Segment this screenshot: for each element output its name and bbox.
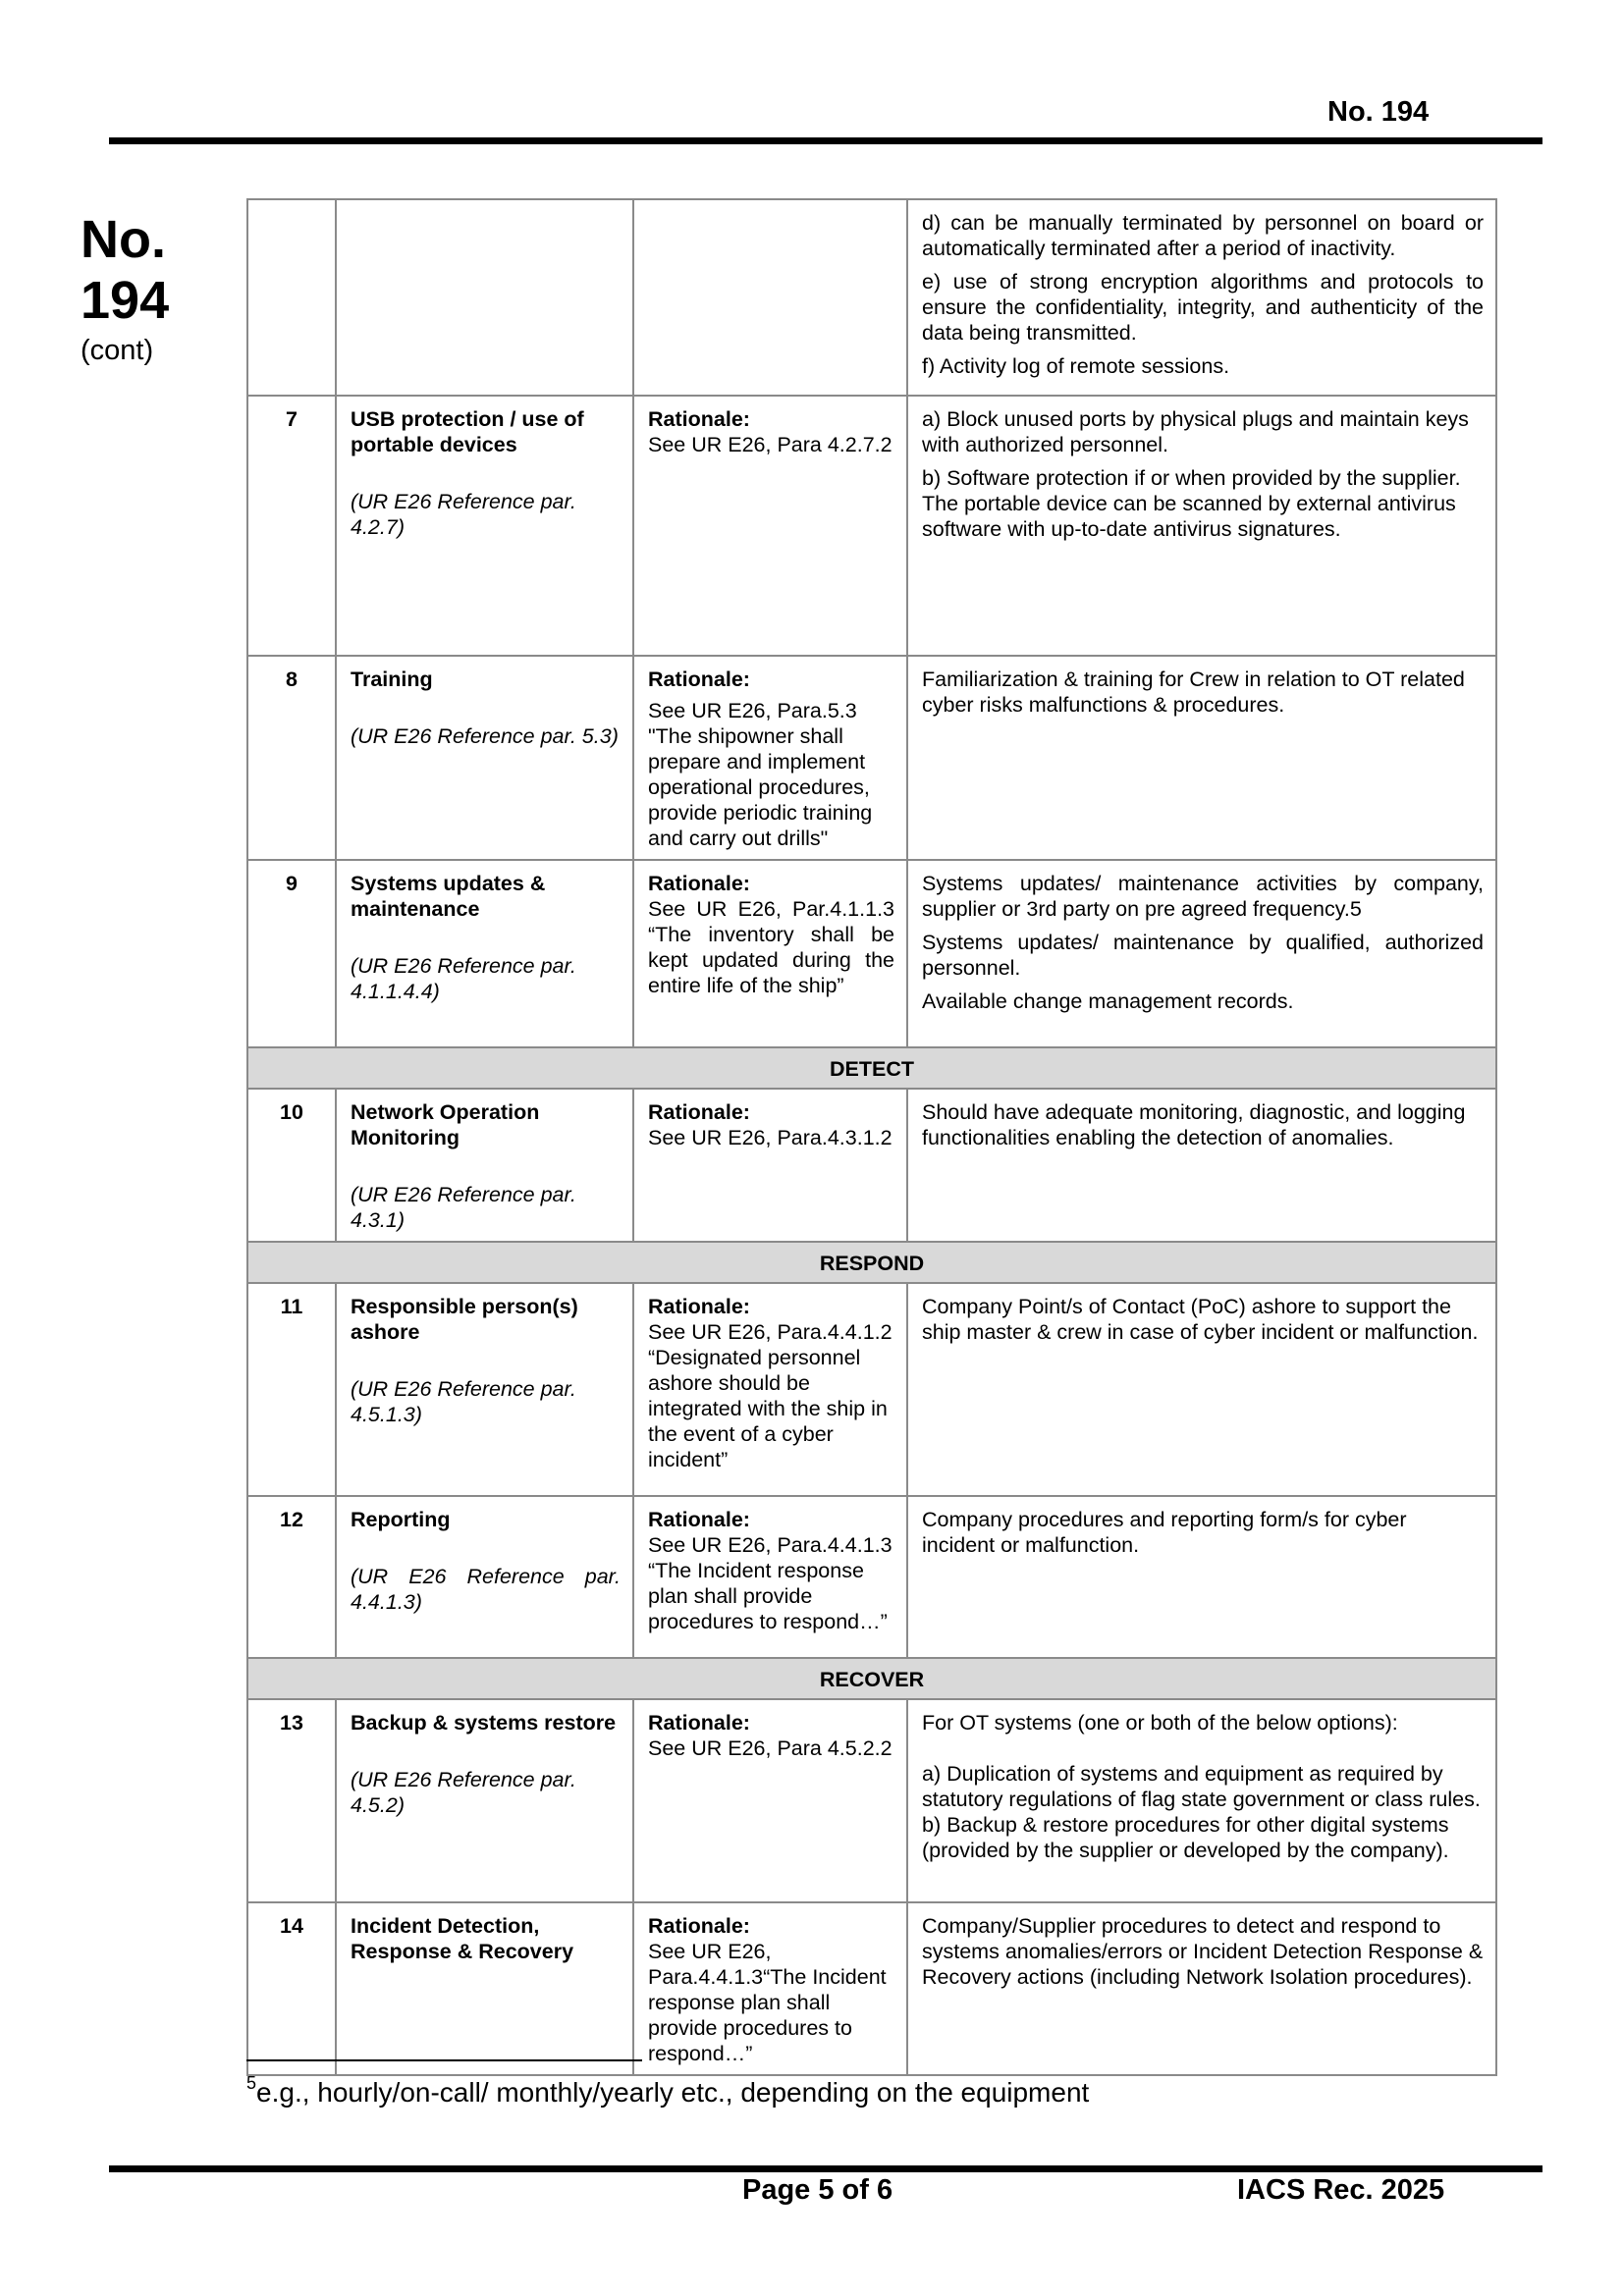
requirement-item: Systems updates/ maintenance activities by company, supplier or 3rd party on pre agreed frequency.5 [922,872,1484,921]
rationale-text: See UR E26, Para.4.4.1.3 “The Incident response plan shall provide procedures to respond…” [648,1533,893,1633]
row-number: 14 [247,1902,336,2075]
table-row [247,1283,1496,1496]
requirements-cell [907,1089,1496,1242]
rationale-cell [633,396,907,656]
control-title: Systems updates & maintenance [351,872,546,921]
row-number: 7 [247,396,336,656]
rationale-cell [633,1283,907,1496]
requirements-cell [907,656,1496,860]
footnote-mark: 5 [246,2073,257,2093]
requirement-item: a) Block unused ports by physical plugs and maintain keys with authorized personnel. [922,407,1469,456]
rationale-label: Rationale: [648,1508,750,1531]
requirement-item: b) Backup & restore procedures for other digital systems (provided by the supplier or developed by the company). [922,1813,1449,1862]
section-heading: RESPOND [247,1242,1496,1283]
side-no-value: 194 [81,271,170,330]
requirement-item: For OT systems (one or both of the below options): [922,1711,1398,1735]
rationale-text: See UR E26, Para.4.4.1.2 “Designated personnel ashore should be integrated with the ship in the event of a cyber incident” [648,1320,893,1471]
footnote-text: e.g., hourly/on-call/ monthly/yearly etc., depending on the equipment [256,2077,1090,2108]
control-title-cell [336,1496,633,1658]
rationale-label: Rationale: [648,1914,750,1938]
requirement-item: Company procedures and reporting form/s for cyber incident or malfunction. [922,1508,1407,1557]
requirements-cell [907,199,1496,396]
rationale-text: See UR E26, Par.4.1.1.3 “The inventory shall be kept updated during the entire life of the ship” [648,897,894,997]
table-row [247,656,1496,860]
row-number: 11 [247,1283,336,1496]
rationale-label: Rationale: [648,667,750,691]
control-title-cell [336,1699,633,1902]
control-reference: (UR E26 Reference par. 4.5.1.3) [351,1377,576,1426]
rationale-text: See UR E26, Para.5.3 "The shipowner shall prepare and implement operational procedures, provide periodic training and carry out drills" [648,699,873,850]
rationale-text: See UR E26, Para 4.2.7.2 [648,433,893,456]
side-no-label: No. [81,210,166,269]
control-reference: (UR E26 Reference par. 4.2.7) [351,490,576,539]
table-row [247,1699,1496,1902]
rationale-text: See UR E26, Para 4.5.2.2 [648,1736,893,1760]
requirement-item: Should have adequate monitoring, diagnostic, and logging functionalities enabling the detection of anomalies. [922,1100,1466,1149]
document-id: IACS Rec. 2025 [1237,2174,1445,2206]
table-row [247,1496,1496,1658]
control-title: Backup & systems restore [351,1711,617,1735]
control-title: Training [351,667,433,691]
control-title: Incident Detection, Response & Recovery [351,1914,574,1963]
requirements-table [246,198,1497,2076]
control-title-cell [336,396,633,656]
side-label [81,209,169,367]
row-number: 12 [247,1496,336,1658]
table-row [247,1902,1496,2075]
requirement-item: Familiarization & training for Crew in relation to OT related cyber risks malfunctions & procedures. [922,667,1465,717]
rationale-label: Rationale: [648,872,750,895]
requirements-cell [907,396,1496,656]
control-reference: (UR E26 Reference par. 4.4.1.3) [351,1565,621,1614]
control-title: Network Operation Monitoring [351,1100,540,1149]
footnote-rule [246,2059,642,2061]
control-reference: (UR E26 Reference par. 5.3) [351,724,619,748]
rationale-label: Rationale: [648,407,750,431]
control-title: USB protection / use of portable devices [351,407,584,456]
control-reference: (UR E26 Reference par. 4.5.2) [351,1768,576,1817]
control-title-cell [336,1902,633,2075]
requirements-cell [907,1902,1496,2075]
row-number: 10 [247,1089,336,1242]
requirement-item: b) Software protection if or when provided by the supplier. The portable device can be scanned by external antivirus software with up-to-date antivirus signatures. [922,466,1461,541]
requirement-item: d) can be manually terminated by personnel on board or automatically terminated after a period of inactivity. [922,211,1484,260]
control-title-cell [336,1089,633,1242]
control-title: Reporting [351,1508,451,1531]
section-heading: RECOVER [247,1658,1496,1699]
control-title-cell [336,656,633,860]
row-number: 13 [247,1699,336,1902]
control-reference: (UR E26 Reference par. 4.1.1.4.4) [351,954,576,1003]
rationale-text: See UR E26, Para.4.4.1.3“The Incident response plan shall provide procedures to respond…” [648,1940,887,2065]
row-number: 8 [247,656,336,860]
table-row [247,396,1496,656]
rationale-text: See UR E26, Para.4.3.1.2 [648,1126,893,1149]
requirement-item: Available change management records. [922,989,1294,1013]
footer-rule [109,2165,1542,2172]
page-number: Page 5 of 6 [742,2174,893,2206]
requirement-item: f) Activity log of remote sessions. [922,354,1230,378]
requirements-cell [907,1699,1496,1902]
requirements-cell [907,1496,1496,1658]
rationale-cell [633,1699,907,1902]
table-row [247,860,1496,1047]
requirement-item: Company Point/s of Contact (PoC) ashore to support the ship master & crew in case of cyber incident or malfunction. [922,1295,1479,1344]
requirement-item: Company/Supplier procedures to detect and respond to systems anomalies/errors or Incident Detection Response & Recovery actions (including Network Isolation procedures). [922,1914,1484,1989]
control-title-cell [336,1283,633,1496]
rationale-cell [633,1902,907,2075]
control-reference: (UR E26 Reference par. 4.3.1) [351,1183,576,1232]
rationale-cell [633,1089,907,1242]
requirements-cell [907,1283,1496,1496]
requirement-item: a) Duplication of systems and equipment as required by statutory regulations of flag state government or class rules. [922,1762,1481,1811]
rationale-label: Rationale: [648,1295,750,1318]
section-row-detect [247,1047,1496,1089]
row-number: 9 [247,860,336,1047]
rationale-label: Rationale: [648,1711,750,1735]
requirements-cell [907,860,1496,1047]
side-cont: (cont) [81,335,154,366]
section-row-respond [247,1242,1496,1283]
header-doc-number: No. 194 [1327,96,1430,128]
table-row [247,199,1496,396]
requirement-item: e) use of strong encryption algorithms and protocols to ensure the confidentiality, integrity, and authenticity of the data being transmitted. [922,270,1484,345]
requirement-item: Systems updates/ maintenance by qualified, authorized personnel. [922,931,1484,980]
control-title: Responsible person(s) ashore [351,1295,578,1344]
section-row-recover [247,1658,1496,1699]
table-row [247,1089,1496,1242]
section-heading: DETECT [247,1047,1496,1089]
rationale-label: Rationale: [648,1100,750,1124]
rationale-cell [633,860,907,1047]
control-title-cell [336,860,633,1047]
rationale-cell [633,1496,907,1658]
header-rule [109,137,1542,144]
rationale-cell [633,656,907,860]
footnote [246,2073,1090,2109]
